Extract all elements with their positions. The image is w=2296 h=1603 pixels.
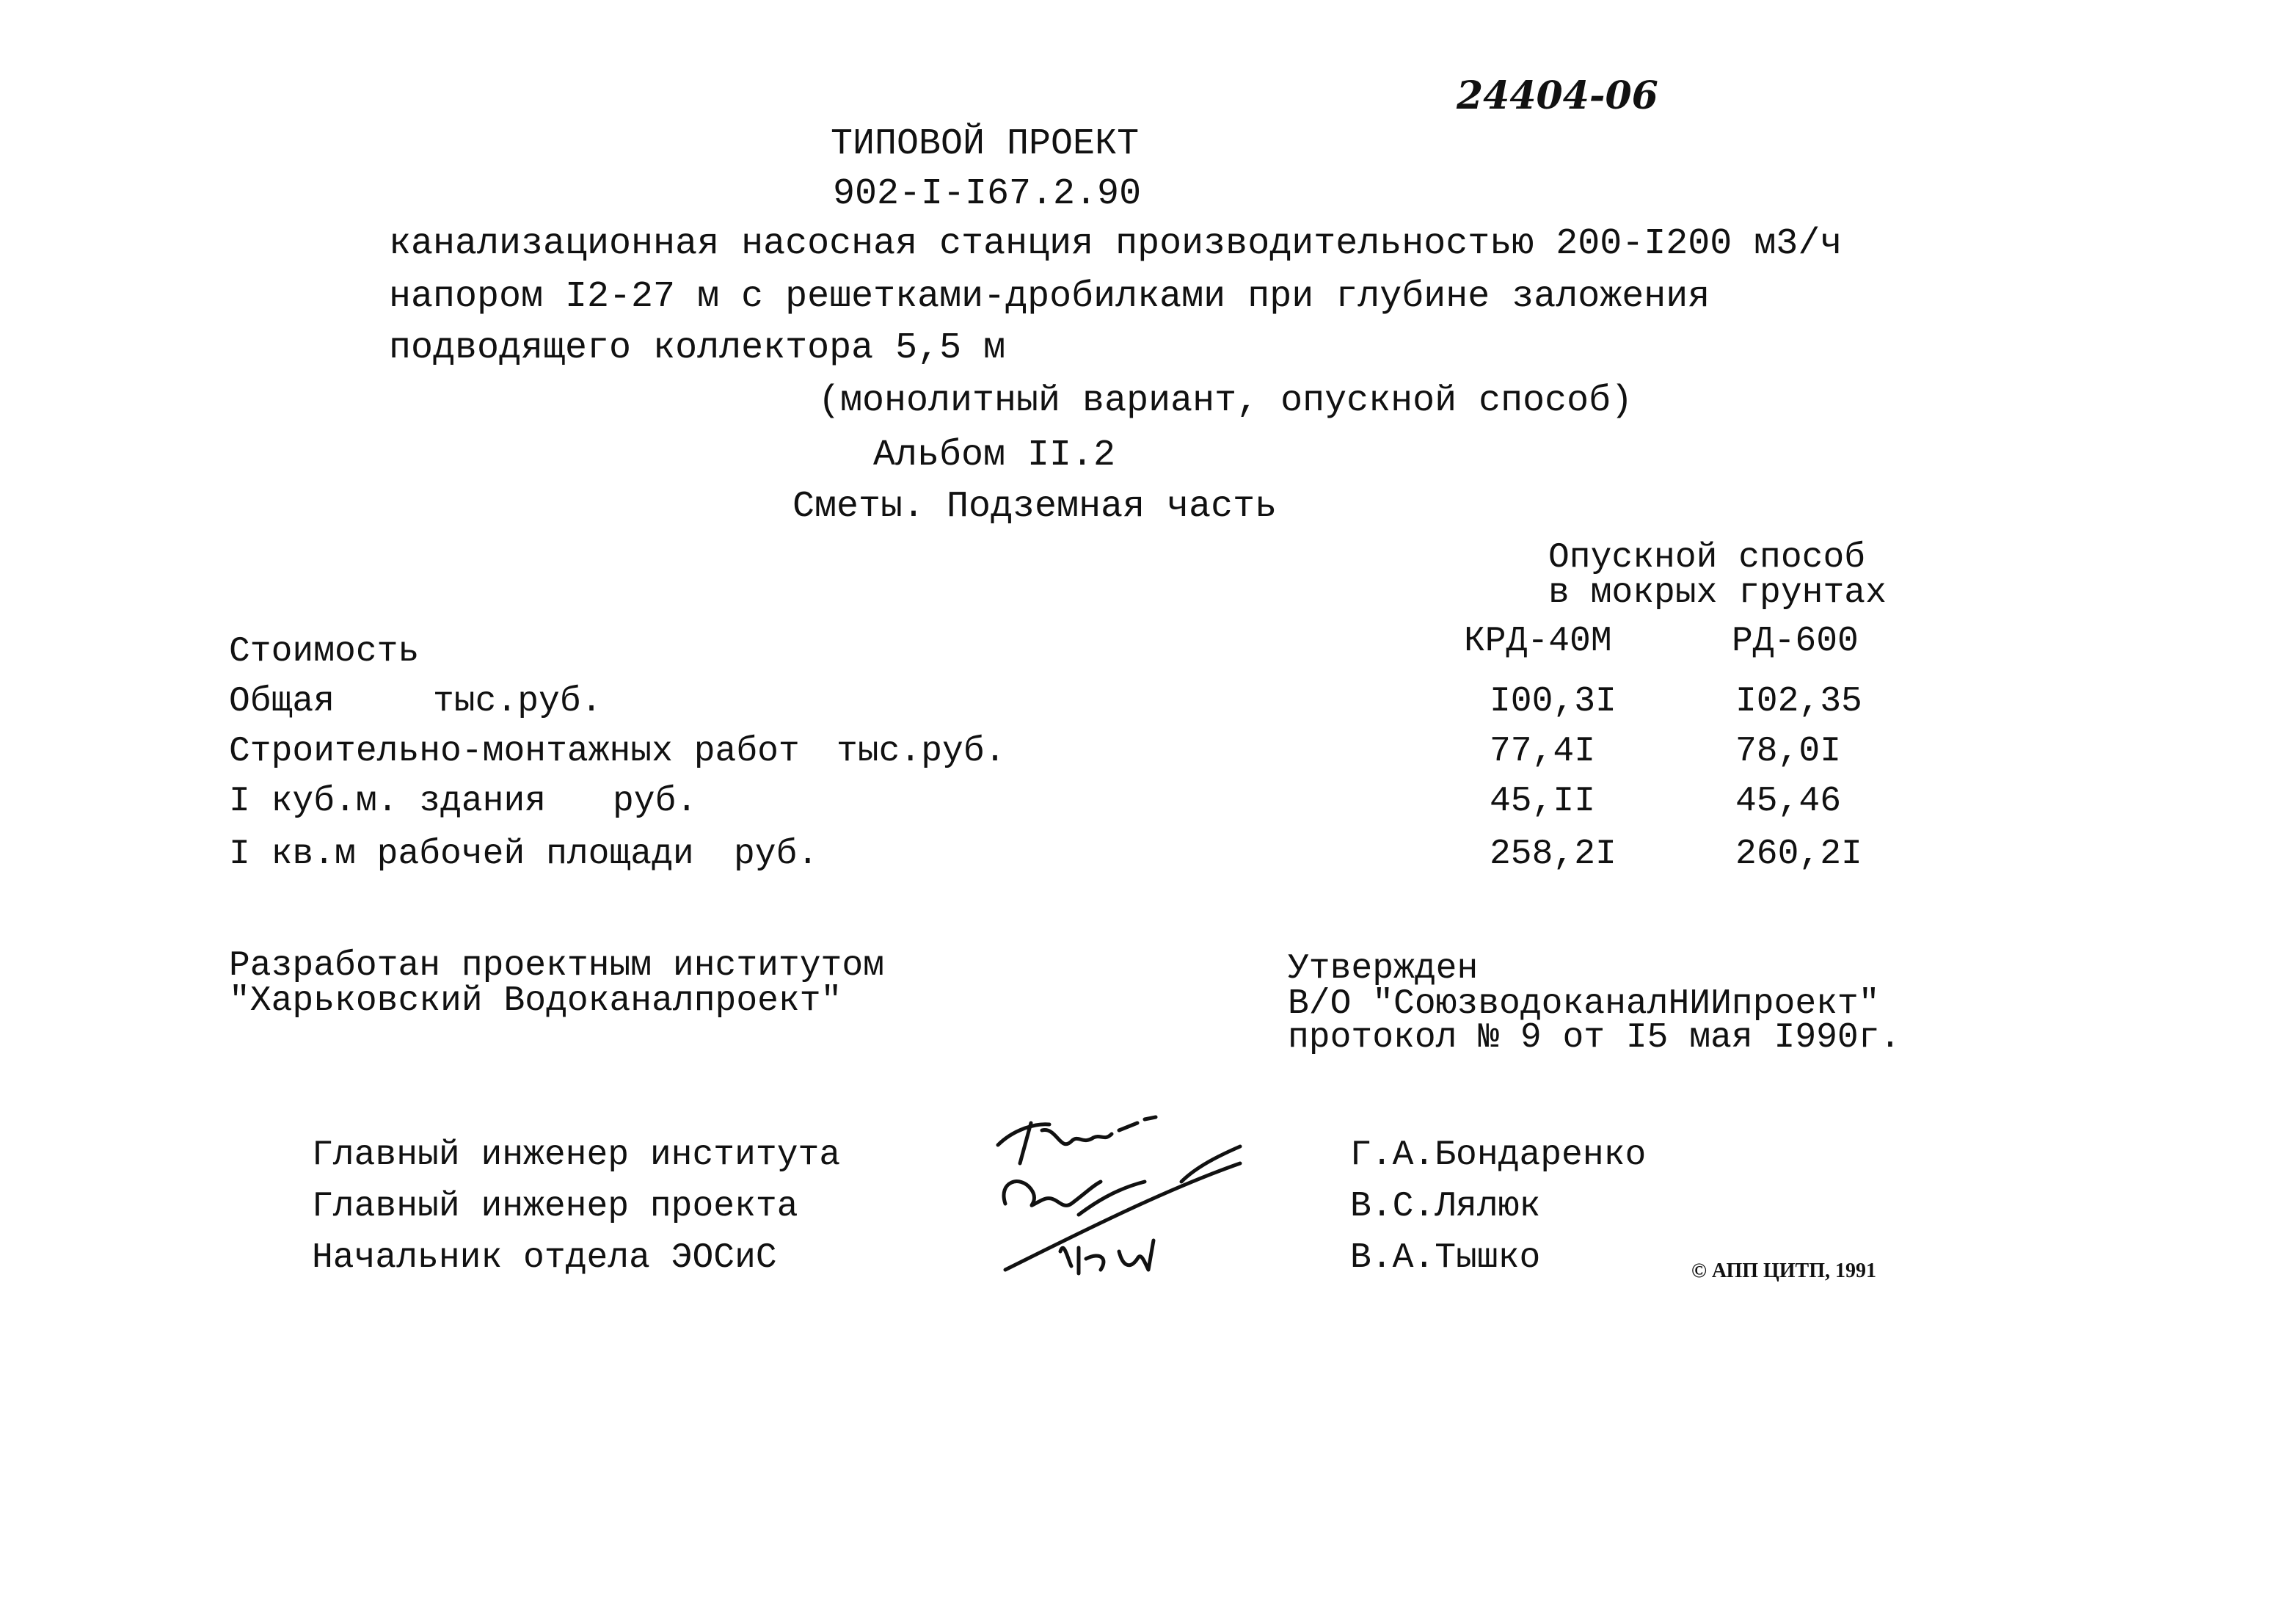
signatory-name: В.А.Тышко <box>1350 1238 1541 1278</box>
document-number: 24404-06 <box>1457 73 1658 118</box>
album-label: Альбом II.2 <box>873 435 1116 476</box>
table-cell-value: 260,2I <box>1735 835 1862 874</box>
project-description-line-1: канализационная насосная станция производительностью 200-I200 м3/ч <box>389 223 1843 265</box>
table-cell-value: 45,46 <box>1735 782 1842 821</box>
table-row-label: I куб.м. здания <box>229 782 547 821</box>
developer-line-2: "Харьковский Водоканалпроект" <box>229 981 842 1021</box>
section-title: Сметы. Подземная часть <box>792 486 1278 528</box>
copyright-notice: © АПП ЦИТП, 1991 <box>1691 1260 1877 1282</box>
approval-line-2: В/О "СоюзводоканалНИИпроект" <box>1288 984 1880 1024</box>
column-header-rd: РД-600 <box>1732 622 1859 661</box>
table-cell-value: I02,35 <box>1735 682 1862 721</box>
signatory-title: Начальник отдела ЭОСиС <box>312 1238 777 1278</box>
cost-group-header-2: в мокрых грунтах <box>1548 573 1887 613</box>
table-row-unit: руб. <box>734 835 819 874</box>
table-row-unit: тыс.руб. <box>433 682 602 721</box>
table-cell-value: 258,2I <box>1490 835 1617 874</box>
table-row-label: Общая <box>229 682 335 721</box>
table-cell-value: 77,4I <box>1490 732 1596 771</box>
signatory-title: Главный инженер института <box>312 1135 841 1175</box>
signatory-name: В.С.Лялюк <box>1350 1187 1541 1226</box>
table-row-unit: руб. <box>613 782 698 821</box>
table-row-label: Строительно-монтажных работ <box>229 732 800 771</box>
project-variant: (монолитный вариант, опускной способ) <box>818 380 1633 422</box>
signatory-name: Г.А.Бондаренко <box>1350 1135 1647 1175</box>
project-description-line-3: подводящего коллектора 5,5 м <box>389 327 1006 369</box>
cost-group-header-1: Опускной способ <box>1548 538 1866 578</box>
table-row-label: I кв.м рабочей площади <box>229 835 694 874</box>
signatory-title: Главный инженер проекта <box>312 1187 798 1226</box>
approval-line-3: протокол № 9 от I5 мая I990г. <box>1288 1018 1901 1058</box>
project-description-line-2: напором I2-27 м с решетками-дробилками при глубине заложения <box>389 276 1710 318</box>
table-cell-value: 78,0I <box>1735 732 1842 771</box>
table-cell-value: I00,3I <box>1490 682 1617 721</box>
column-header-krd: КРД-40М <box>1464 622 1612 661</box>
approval-line-1: Утвержден <box>1288 949 1479 989</box>
handwritten-signatures <box>991 1101 1269 1299</box>
cost-label-header: Стоимость <box>229 632 420 672</box>
developer-line-1: Разработан проектным институтом <box>229 946 884 986</box>
project-code: 902-I-I67.2.90 <box>833 173 1142 215</box>
project-type-heading: ТИПОВОЙ ПРОЕКТ <box>831 123 1140 165</box>
table-row-unit: тыс.руб. <box>837 732 1006 771</box>
table-cell-value: 45,II <box>1490 782 1596 821</box>
